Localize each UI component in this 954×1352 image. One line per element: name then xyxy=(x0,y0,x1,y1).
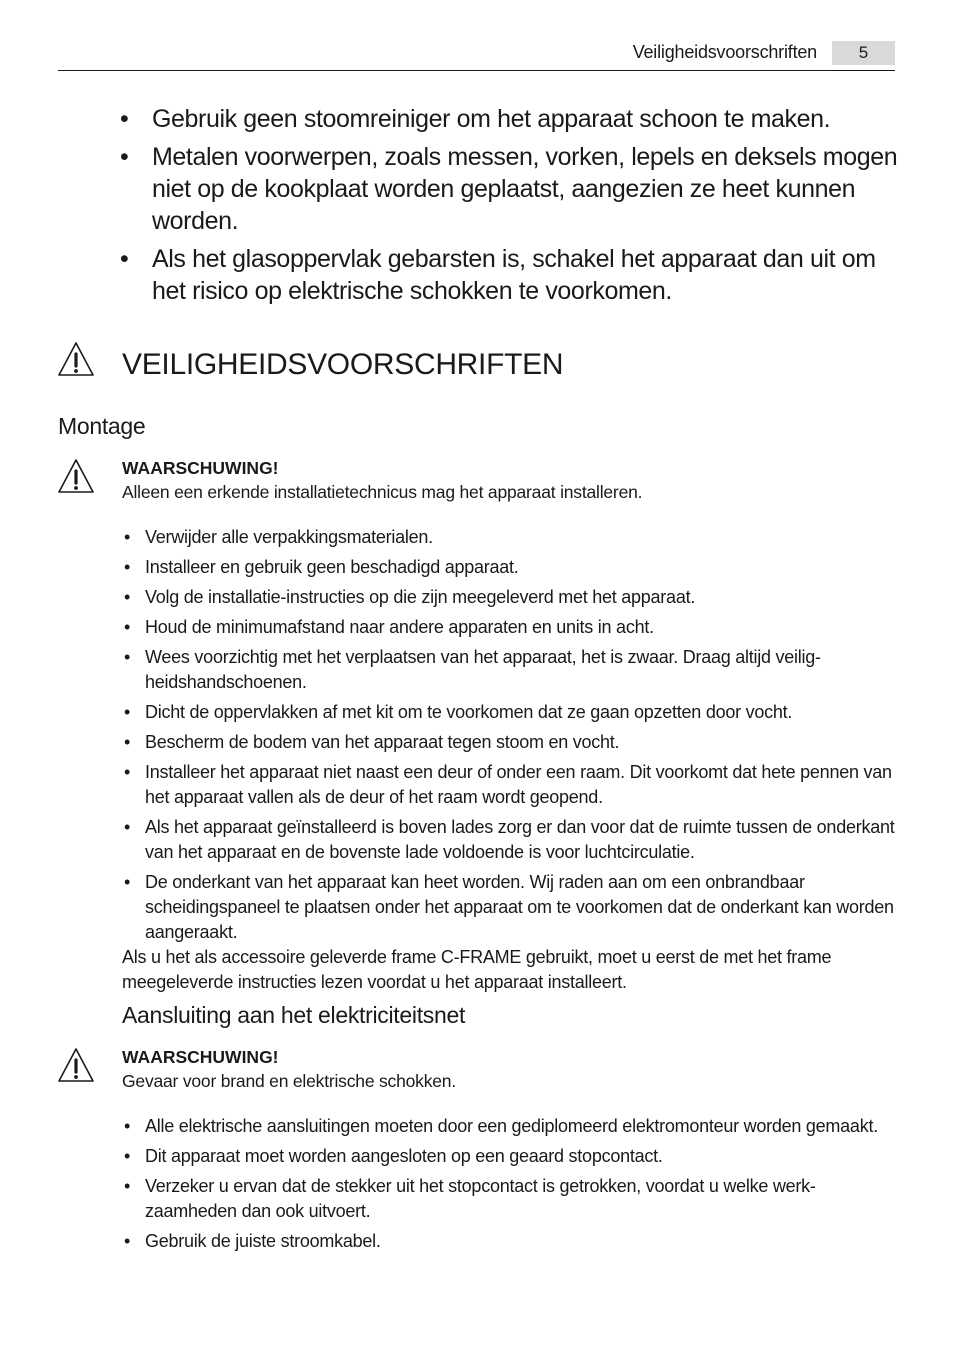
bullet-icon: • xyxy=(124,872,131,892)
bullet-icon: • xyxy=(124,702,131,722)
list-item: • De onderkant van het apparaat kan heet worden. Wij raden aan om een onbrandbaar scheidingspaneel te plaatsen onder het apparaat om te voorkomen dat de onderkant kan worden aangeraakt. xyxy=(124,872,894,942)
bullet-icon: • xyxy=(124,617,131,637)
header-title: Veiligheidsvoorschriften xyxy=(632,42,817,62)
list-item: • Houd de minimumafstand naar andere apparaten en units in acht. xyxy=(122,615,902,640)
list-item: • Wees voorzichtig met het verplaatsen van het apparaat, het is zwaar. Draag altijd veilig-heidshandschoenen. xyxy=(124,647,821,692)
bullet-icon: • xyxy=(120,105,129,133)
bullet-icon: • xyxy=(124,762,131,782)
bullet-icon: • xyxy=(124,1116,131,1136)
bullet-icon: • xyxy=(120,143,129,171)
list-item: • Installeer en gebruik geen beschadigd apparaat. xyxy=(122,555,902,580)
bullet-icon: • xyxy=(124,587,131,607)
electric-list xyxy=(122,1114,902,1259)
montage-list xyxy=(122,525,902,950)
list-item: • Installeer het apparaat niet naast een deur of onder een raam. Dit voorkomt dat hete pennen van het apparaat vallen als de deur of het raam wordt geopend. xyxy=(124,762,892,807)
page-number: 5 xyxy=(832,41,895,65)
electric-title: Aansluiting aan het elektriciteitsnet xyxy=(122,1002,466,1028)
list-item: • Verwijder alle verpakkingsmaterialen. xyxy=(122,525,902,550)
section-title: VEILIGHEIDSVOORSCHRIFTEN xyxy=(122,348,564,381)
bullet-icon: • xyxy=(124,1176,131,1196)
warning-text: Alleen een erkende installatietechnicus mag het apparaat installeren. xyxy=(122,482,643,502)
list-item: • Gebruik de juiste stroomkabel. xyxy=(122,1229,902,1254)
bullet-icon: • xyxy=(124,732,131,752)
bullet-icon: • xyxy=(124,527,131,547)
warning-triangle-icon xyxy=(57,458,95,494)
bullet-icon: • xyxy=(124,1146,131,1166)
c-frame-note: Als u het als accessoire geleverde frame C-FRAME gebruikt, moet u eerst de met het frame meegeleverde instructies lezen voordat u het apparaat installeert. xyxy=(122,947,832,992)
list-item: • Volg de installatie-instructies op die zijn meegeleverd met het apparaat. xyxy=(122,585,902,610)
warning-text: Gevaar voor brand en elektrische schokken. xyxy=(122,1071,457,1091)
page-header xyxy=(58,40,895,71)
list-item: • Metalen voorwerpen, zoals messen, vorken, lepels en deksels mogen niet op de kookplaat worden geplaatst, aangezien ze heet kunnen worden. xyxy=(120,143,898,235)
bullet-icon: • xyxy=(124,817,131,837)
warning-triangle-icon xyxy=(57,1047,95,1083)
warning-triangle-icon xyxy=(57,341,95,377)
list-item: • Verzeker u ervan dat de stekker uit het stopcontact is getrokken, voordat u welke werk-zaamheden dan ook uitvoert. xyxy=(124,1176,816,1221)
list-item: • Dit apparaat moet worden aangesloten op een geaard stopcontact. xyxy=(122,1144,902,1169)
list-item: • Bescherm de bodem van het apparaat tegen stoom en vocht. xyxy=(122,730,902,755)
bullet-icon: • xyxy=(124,647,131,667)
list-item: • Alle elektrische aansluitingen moeten door een gediplomeerd elektromonteur worden gemaakt. xyxy=(122,1114,902,1139)
list-item: • Gebruik geen stoomreiniger om het apparaat schoon te maken. xyxy=(120,105,831,133)
bullet-icon: • xyxy=(120,245,129,273)
bullet-icon: • xyxy=(124,557,131,577)
warning-label: WAARSCHUWING! xyxy=(122,458,279,478)
list-item: • Als het glasoppervlak gebarsten is, schakel het apparaat dan uit om het risico op elektrische schokken te voorkomen. xyxy=(120,245,876,305)
electric-warning xyxy=(122,1045,456,1093)
list-item: • Als het apparaat geïnstalleerd is boven lades zorg er dan voor dat de ruimte tussen de onderkant van het apparaat en de bovenste lade voldoende is voor luchtcirculatie. xyxy=(124,817,895,862)
warning-label: WAARSCHUWING! xyxy=(122,1047,279,1067)
montage-warning xyxy=(122,456,642,504)
bullet-icon: • xyxy=(124,1231,131,1251)
montage-title: Montage xyxy=(58,413,146,439)
intro-list xyxy=(118,103,908,313)
list-item: • Dicht de oppervlakken af met kit om te voorkomen dat ze gaan opzetten door vocht. xyxy=(122,700,902,725)
